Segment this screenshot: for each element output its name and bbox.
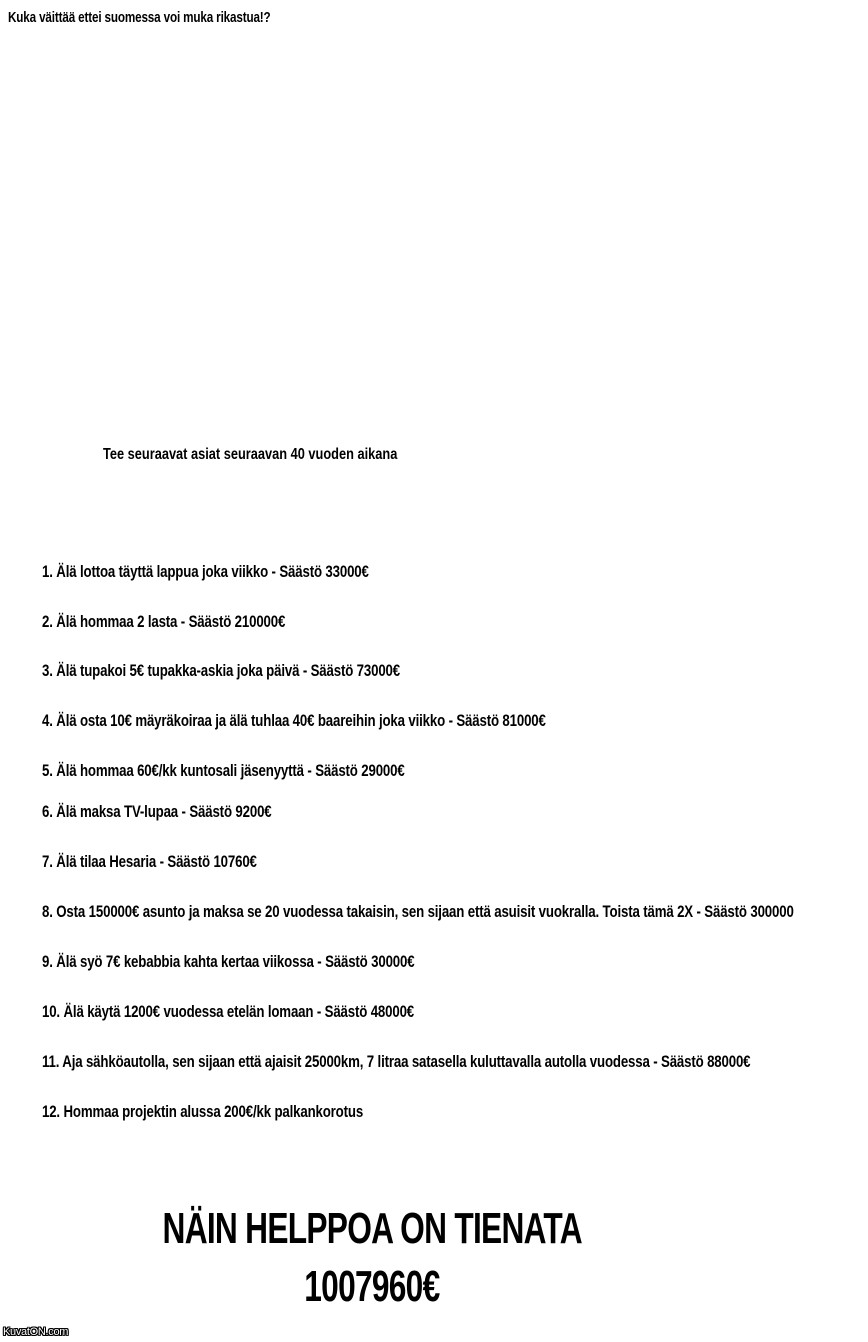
conclusion-line-1 <box>0 1204 744 1254</box>
list-item-1: 1. Älä lottoa täyttä lappua joka viikko - Säästö 33000€ <box>42 562 369 581</box>
list-item-11: 11. Aja sähköautolla, sen sijaan että ajaisit 25000km, 7 litraa satasella kuluttavalla autolla vuodessa - Säästö 88000€ <box>42 1052 751 1071</box>
list-item-8: 8. Osta 150000€ asunto ja maksa se 20 vuodessa takaisin, sen sijaan että asuisit vuokralla. Toista tämä 2X - Säästö 300000 <box>42 902 794 921</box>
list-item-4: 4. Älä osta 10€ mäyräkoiraa ja älä tuhlaa 40€ baareihin joka viikko - Säästö 81000€ <box>42 711 546 730</box>
list-item-3: 3. Älä tupakoi 5€ tupakka-askia joka päivä - Säästö 73000€ <box>42 661 401 680</box>
list-item-6: 6. Älä maksa TV-lupaa - Säästö 9200€ <box>42 802 272 821</box>
watermark-logo: KuvatON.com <box>3 1326 69 1338</box>
conclusion-total-text: 1007960€ <box>304 1262 440 1311</box>
list-item-2: 2. Älä hommaa 2 lasta - Säästö 210000€ <box>42 612 286 631</box>
intro-text: Tee seuraavat asiat seuraavan 40 vuoden aikana <box>103 446 398 463</box>
list-item-5: 5. Älä hommaa 60€/kk kuntosali jäsenyyttä - Säästö 29000€ <box>42 761 405 780</box>
conclusion-line-1-text: NÄIN HELPPOA ON TIENATA <box>162 1204 582 1253</box>
headline: Kuka väittää ettei suomessa voi muka rikastua!? <box>8 9 271 26</box>
conclusion-total <box>0 1262 744 1312</box>
list-item-9: 9. Älä syö 7€ kebabbia kahta kertaa viikossa - Säästö 30000€ <box>42 952 415 971</box>
list-item-10: 10. Älä käytä 1200€ vuodessa etelän lomaan - Säästö 48000€ <box>42 1002 415 1021</box>
list-item-7: 7. Älä tilaa Hesaria - Säästö 10760€ <box>42 852 257 871</box>
list-item-12: 12. Hommaa projektin alussa 200€/kk palkankorotus <box>42 1102 364 1121</box>
